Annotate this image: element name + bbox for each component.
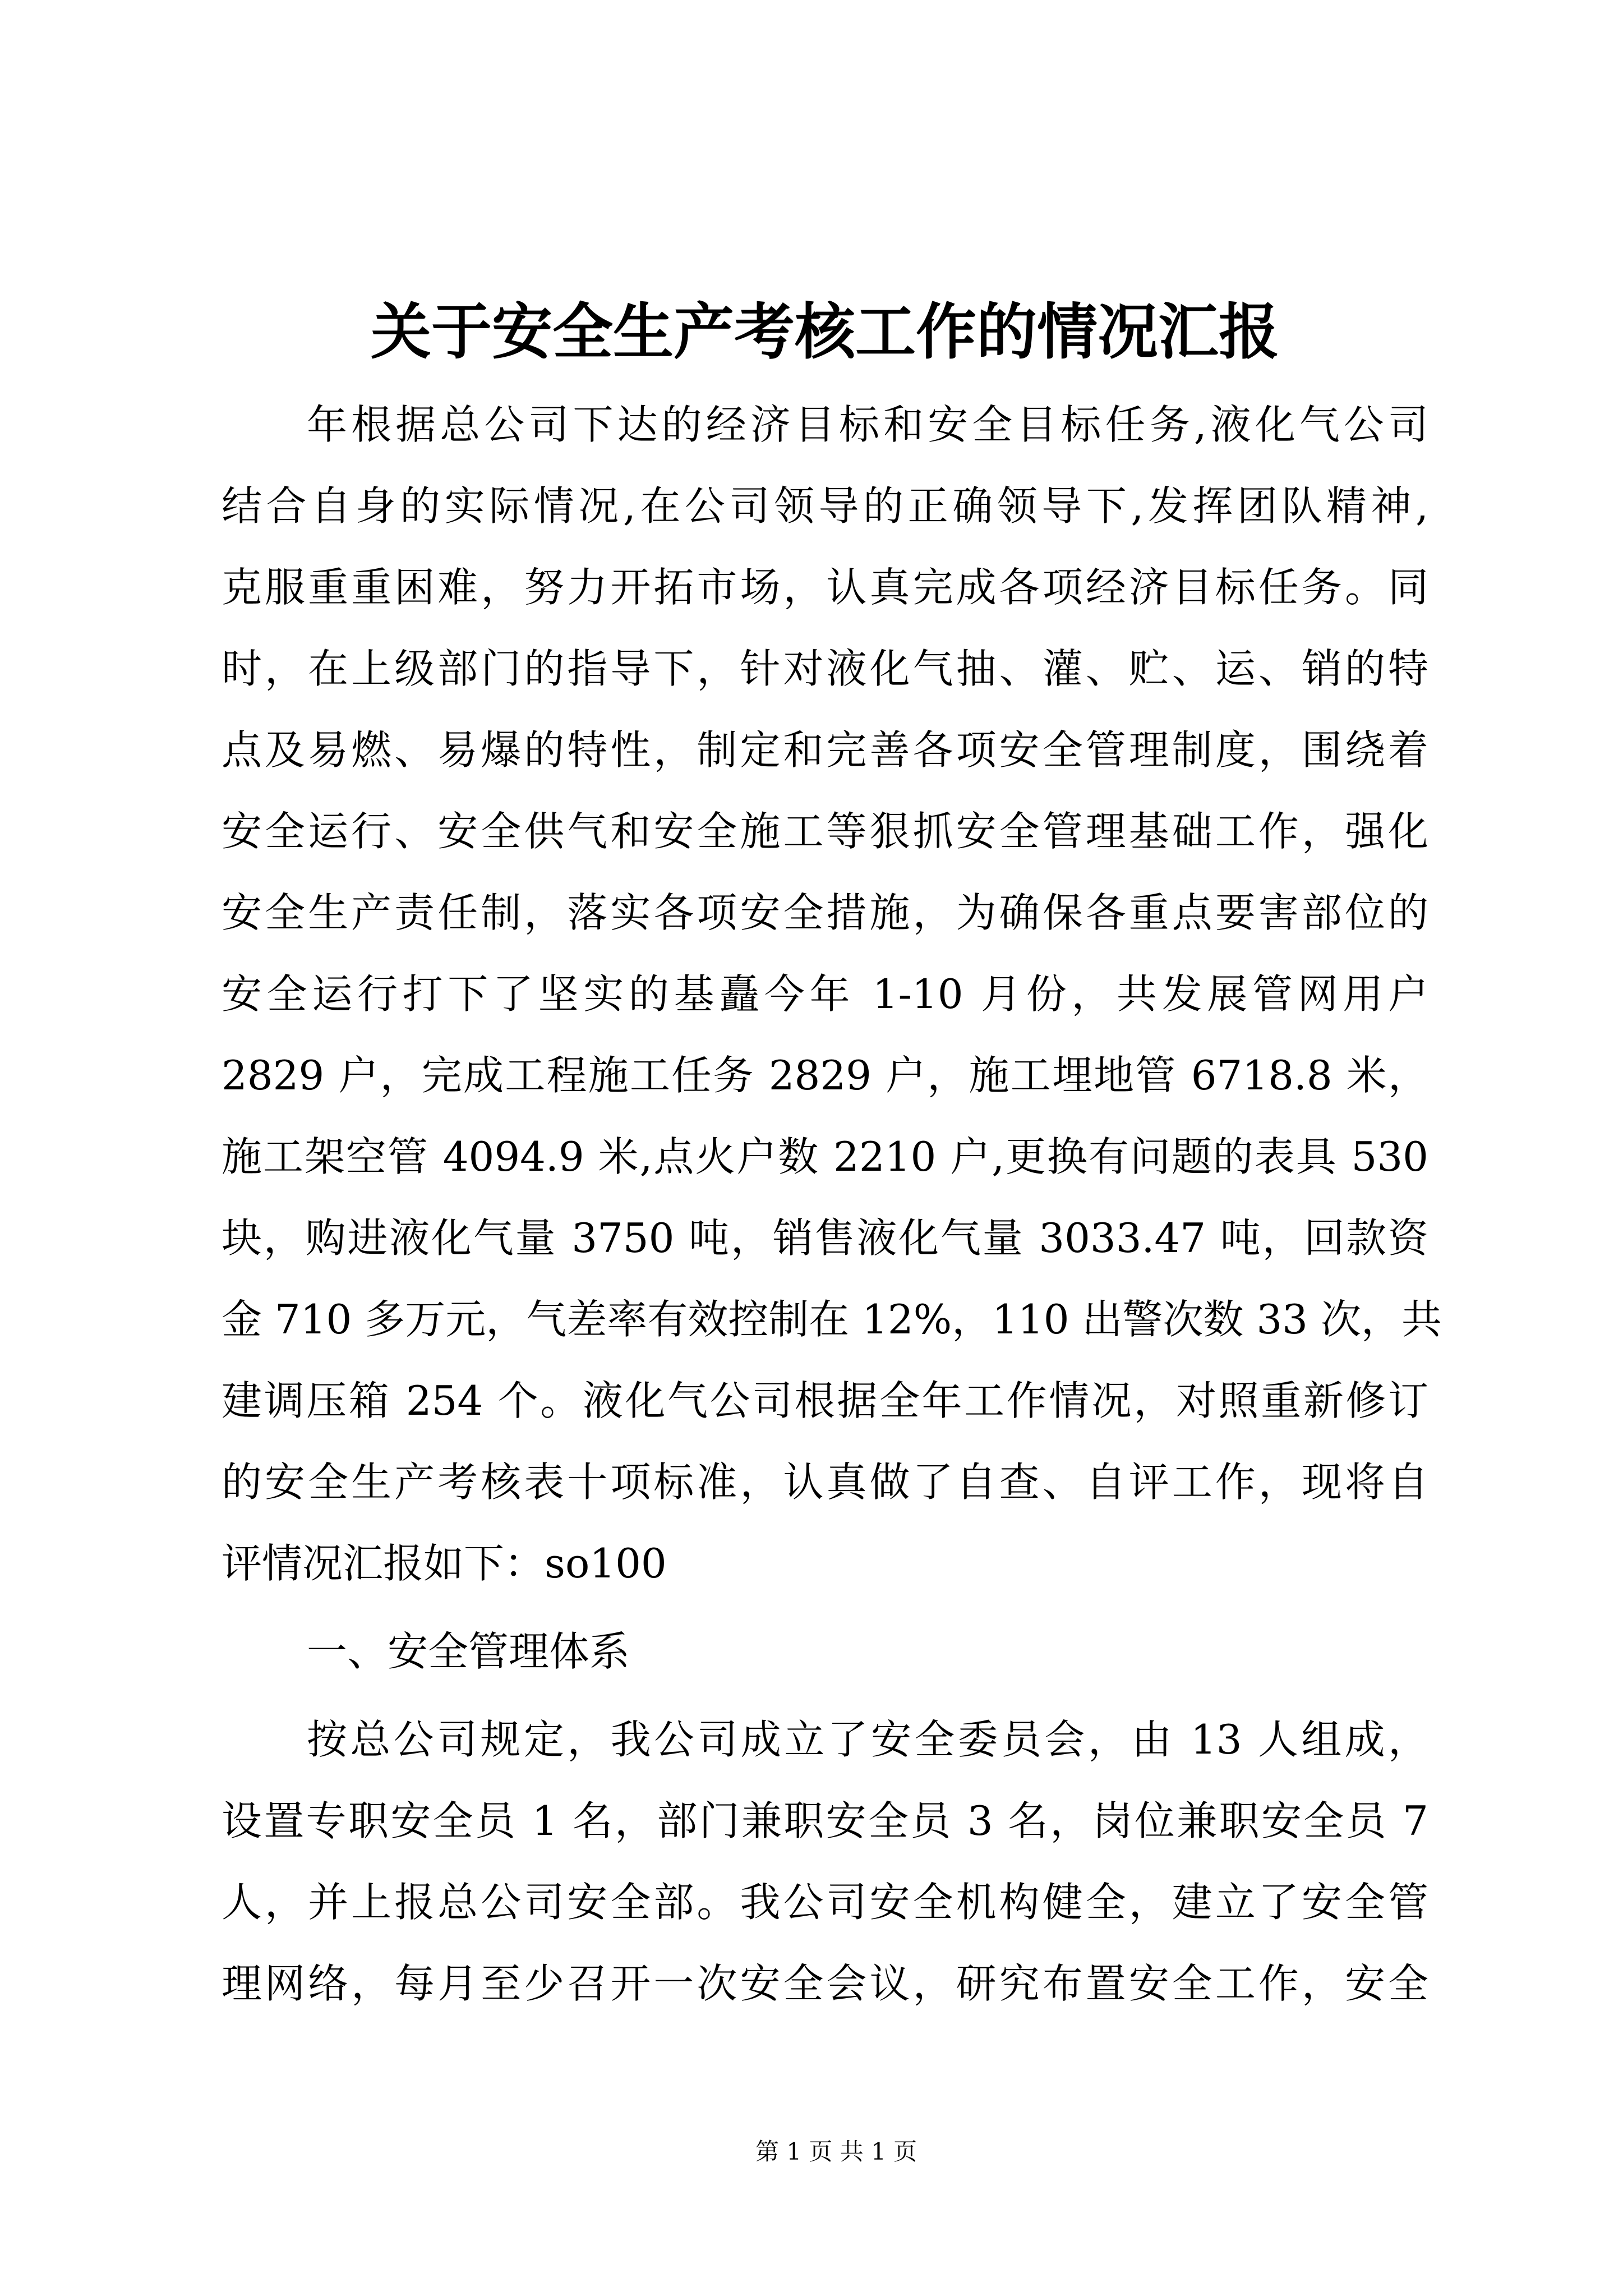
body-line: 块，购进液化气量 3750 吨，销售液化气量 3033.47 吨，回款资 bbox=[222, 1214, 1428, 1262]
body-line: 设置专职安全员 1 名，部门兼职安全员 3 名，岗位兼职安全员 7 bbox=[222, 1797, 1428, 1844]
section-heading-text: 一、安全管理体系 bbox=[307, 1628, 630, 1675]
section-heading bbox=[222, 1611, 1428, 1692]
body-line: 的安全生产考核表十项标准，认真做了自查、自评工作，现将自 bbox=[222, 1458, 1428, 1506]
body-line: 克服重重困难，努力开拓市场，认真完成各项经济目标任务。同 bbox=[222, 564, 1428, 611]
body-line: 人，并上报总公司安全部。我公司安全机构健全，建立了安全管 bbox=[222, 1879, 1428, 1926]
page-title: 关于安全生产考核工作的情况汇报 bbox=[370, 297, 1279, 367]
body-line: 结合自身的实际情况,在公司领导的正确领导下,发挥团队精神, bbox=[222, 482, 1428, 530]
body-line: 安全运行、安全供气和安全施工等狠抓安全管理基础工作，强化 bbox=[222, 808, 1428, 855]
body-line: 2829 户，完成工程施工任务 2829 户，施工埋地管 6718.8 米， bbox=[222, 1052, 1428, 1099]
body-line: 安全运行打下了坚实的基矗今年 1-10 月份，共发展管网用户 bbox=[222, 970, 1428, 1018]
document-body bbox=[222, 384, 1442, 2031]
body-line: 建调压箱 254 个。液化气公司根据全年工作情况，对照重新修订 bbox=[222, 1377, 1428, 1424]
paragraph-intro bbox=[222, 384, 1442, 1604]
body-line: 理网络，每月至少召开一次安全会议，研究布置安全工作，安全 bbox=[222, 1960, 1428, 2007]
body-line: 安全生产责任制，落实各项安全措施，为确保各重点要害部位的 bbox=[222, 889, 1428, 936]
paragraph-safety-management bbox=[222, 1699, 1428, 2024]
body-line: 评情况汇报如下：so100 bbox=[222, 1540, 667, 1587]
body-line: 年根据总公司下达的经济目标和安全目标任务,液化气公司 bbox=[307, 401, 1428, 448]
body-line: 时，在上级部门的指导下，针对液化气抽、灌、贮、运、销的特 bbox=[222, 645, 1428, 692]
body-line: 按总公司规定，我公司成立了安全委员会，由 13 人组成， bbox=[307, 1716, 1428, 1763]
body-line: 施工架空管 4094.9 米,点火户数 2210 户,更换有问题的表具 530 bbox=[222, 1133, 1428, 1180]
body-line: 金 710 多万元，气差率有效控制在 12%，110 出警次数 33 次，共 bbox=[222, 1296, 1442, 1343]
page-footer: 第 1 页 共 1 页 bbox=[755, 2138, 917, 2165]
body-line: 点及易燃、易爆的特性，制定和完善各项安全管理制度，围绕着 bbox=[222, 726, 1428, 774]
